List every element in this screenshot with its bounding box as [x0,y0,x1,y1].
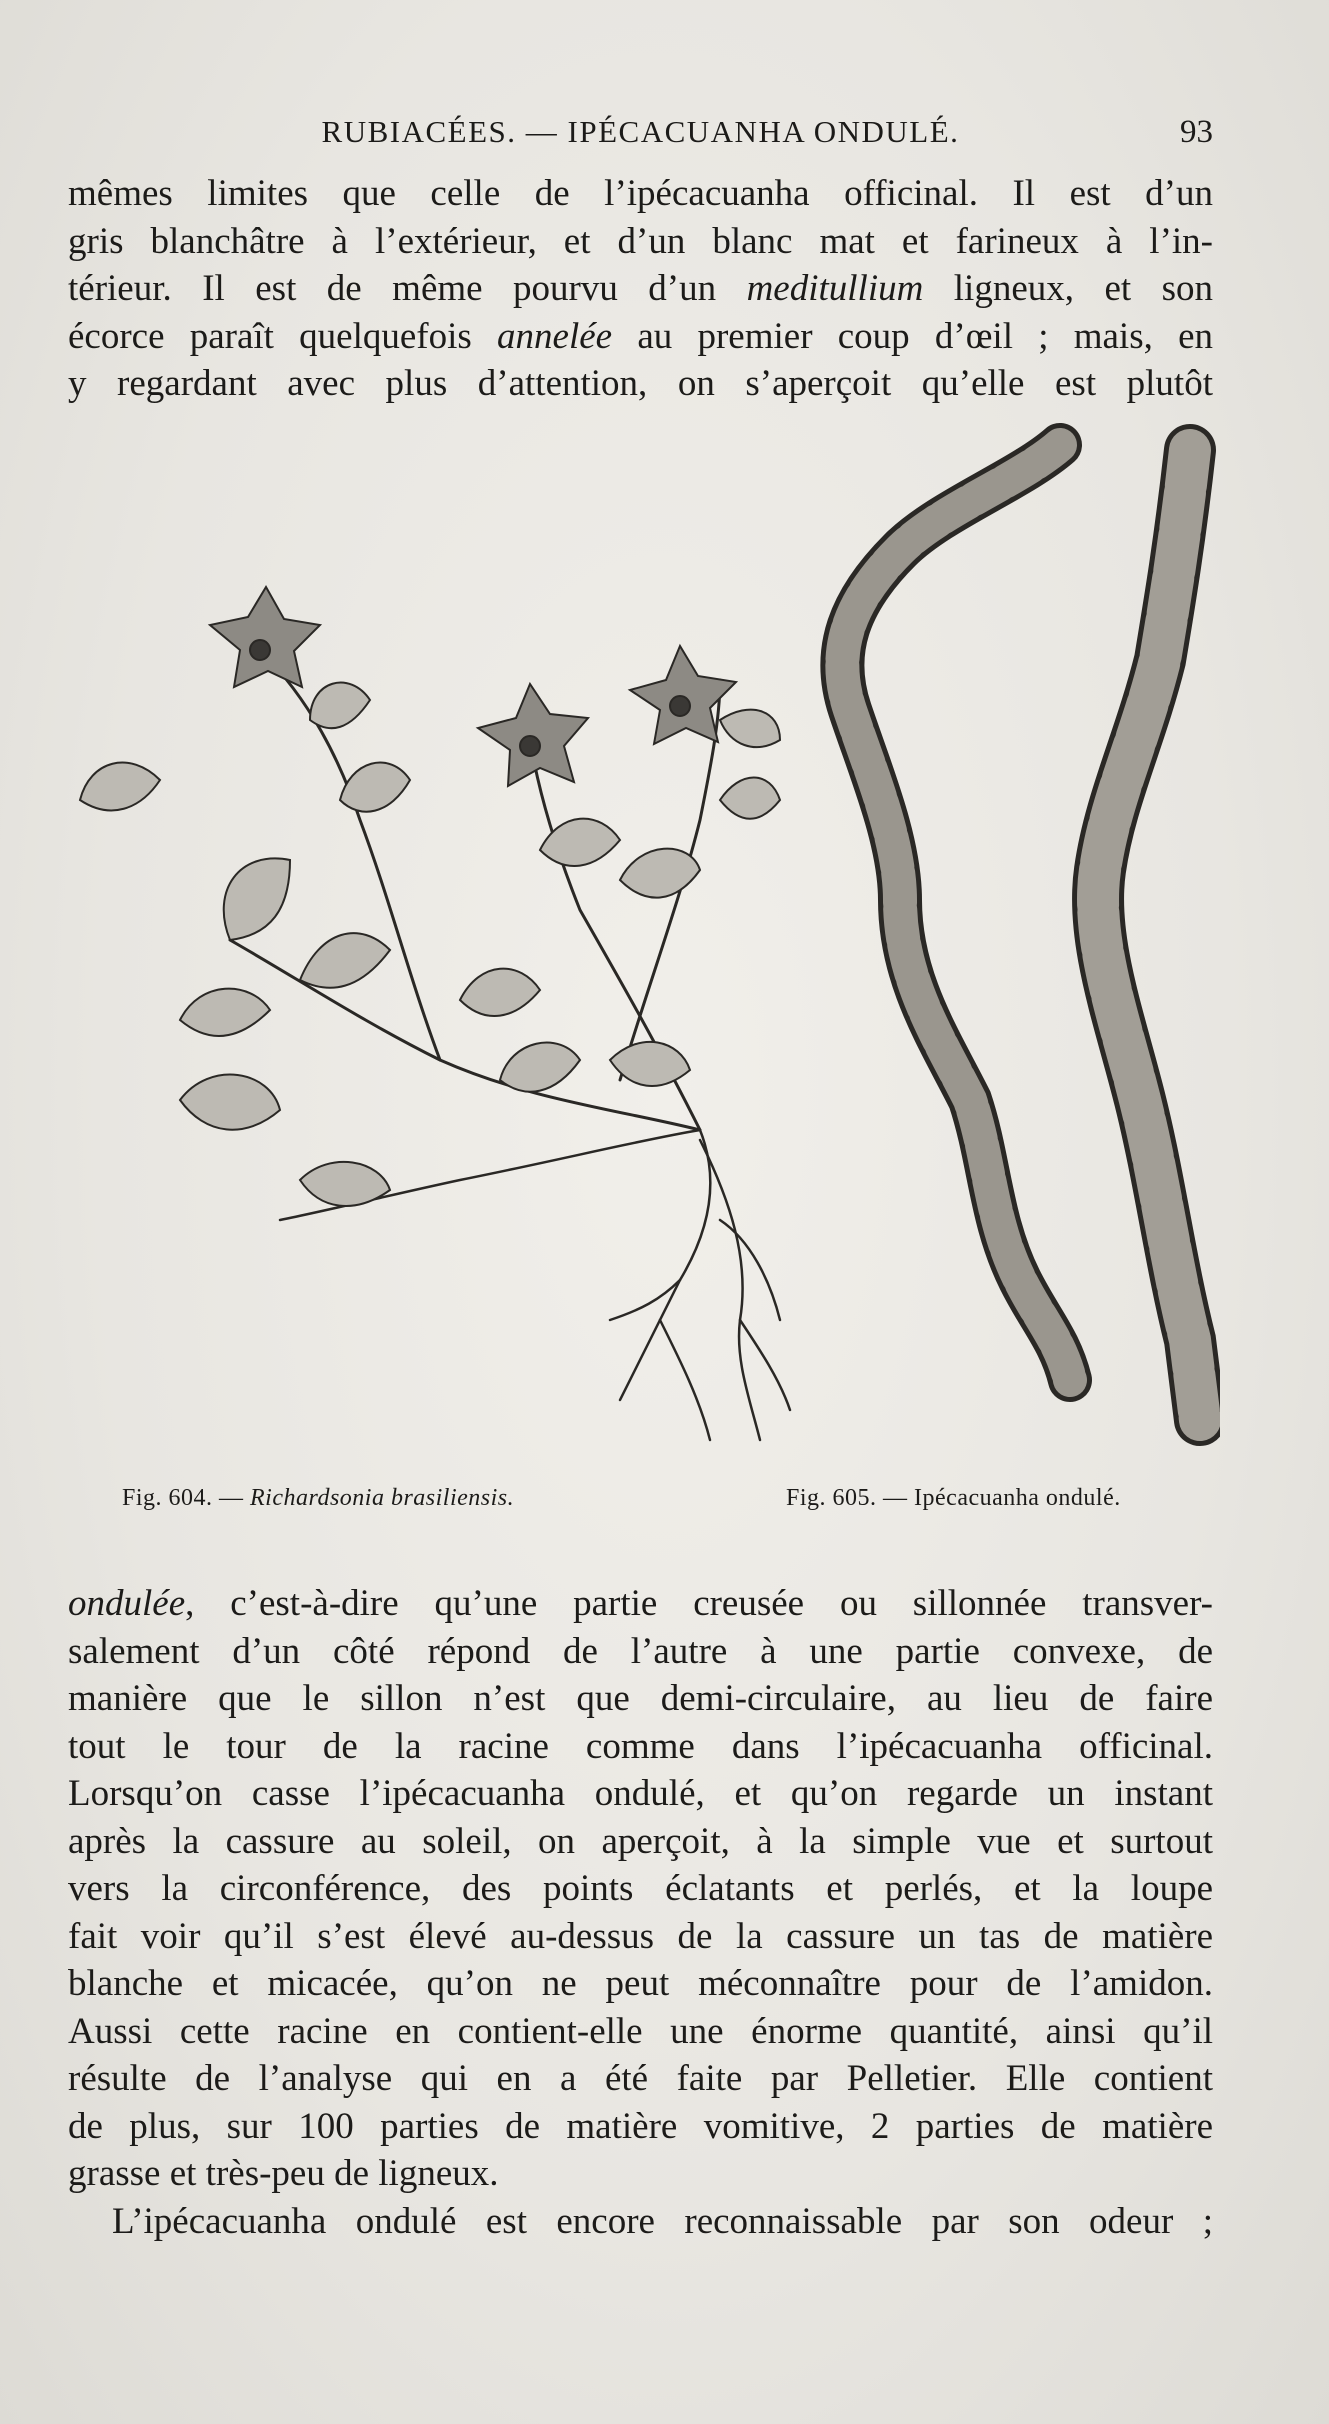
richardsonia-plant-illustration [80,587,790,1440]
text-fragment: térieur. Il est de même pourvu d’un [68,268,717,309]
text-line: Lorsqu’on casse l’ipécacuanha ondulé, et qu’on regarde un instant [68,1773,1213,1814]
roots [610,1130,790,1440]
italic-term: ondulée [68,1583,186,1624]
figures-area [60,420,1220,1530]
figure-number: Fig. 604. [122,1485,213,1511]
running-head: RUBIACÉES. — IPÉCACUANHA ONDULÉ. [321,114,960,149]
italic-term: meditullium [746,268,924,309]
text-line: grasse et très-peu de ligneux. [68,2153,499,2194]
text-line: tout le tour de la racine comme dans l’ipécacuanha officinal. [68,1725,1213,1767]
figure-title: Ipécacuanha ondulé. [914,1485,1121,1511]
engravings [60,420,1220,1480]
flower [210,587,320,687]
bottom-paragraph [68,1580,1213,2245]
text-line: salement d’un côté répond de l’autre à une partie convexe, de [68,1630,1213,1672]
text-line: blanche et micacée, qu’on ne peut méconnaître pour de l’amidon. [68,1963,1213,2004]
top-paragraph [68,170,1213,408]
text-fragment: , c’est-à-dire qu’une partie creusée ou sillonnée transver- [185,1583,1213,1624]
text-line: vers la circonférence, des points éclatants et perlés, et la loupe [68,1868,1213,1909]
text-line: de plus, sur 100 parties de matière vomitive, 2 parties de matière [68,2105,1213,2147]
text-line: mêmes limites que celle de l’ipécacuanha officinal. Il est d’un [68,173,1213,214]
text-fragment: ligneux, et son [923,268,1213,309]
text-fragment: écorce paraît quelquefois [68,315,472,357]
text-line: L’ipécacuanha ondulé est encore reconnaissable par son odeur ; [112,2200,1213,2242]
text-line: gris blanchâtre à l’extérieur, et d’un blanc mat et farineux à l’in- [68,220,1213,262]
leaves [80,683,780,1206]
ipecacuanha-root-left [842,445,1070,1380]
text-line: après la cassure au soleil, on aperçoit, à la simple vue et surtout [68,1820,1213,1862]
page-number: 93 [1180,114,1213,150]
figure-title: Richardsonia brasiliensis. [250,1485,515,1511]
text-line: Aussi cette racine en contient-elle une énorme quantité, ainsi qu’il [68,2010,1213,2052]
figure-605-caption [786,1485,1121,1512]
text-line [68,1580,1213,1628]
figure-604-caption [122,1485,514,1512]
text-fragment: au premier coup d’œil ; mais, en [612,315,1213,357]
figure-number: Fig. 605. [786,1485,877,1511]
text-line: y regardant avec plus d’attention, on s’aperçoit qu’elle est plutôt [68,363,1213,404]
caption-dash: — [883,1485,908,1511]
text-line [68,313,1213,361]
flower [630,646,736,744]
italic-term: annelée [497,315,613,357]
text-line: résulte de l’analyse qui en a été faite par Pelletier. Elle contient [68,2058,1213,2099]
ipecacuanha-root-right [1098,450,1200,1420]
flower [478,684,588,786]
caption-dash: — [219,1485,244,1511]
text-line: manière que le sillon n’est que demi-circulaire, au lieu de faire [68,1678,1213,1719]
text-line: fait voir qu’il s’est élevé au-dessus de la cassure un tas de matière [68,1915,1213,1957]
page-header [68,110,1213,158]
text-line [68,265,1213,313]
